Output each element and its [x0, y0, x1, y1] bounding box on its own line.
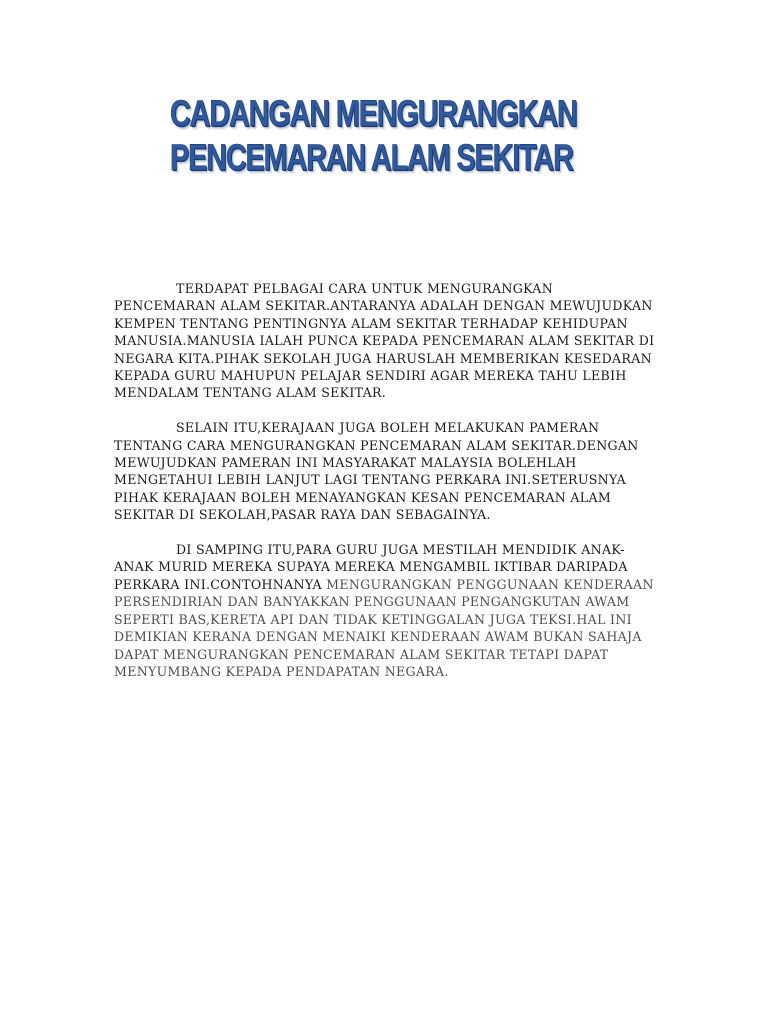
- document-body: [114, 280, 659, 698]
- paragraph-2: SELAIN ITU,KERAJAAN JUGA BOLEH MELAKUKAN PAMERAN TENTANG CARA MENGURANGKAN PENCEMARAN ALAM SEKITAR.DENGAN MEWUJUDKAN PAMERAN INI MASYARAKAT MALAYSIA BOLEHLAH MENGETAHUI LEBIH LANJUT LAGI TENTANG PERKARA INI.SETERUSNYA PIHAK KERAJAAN BOLEH MENAYANGKAN KESAN PENCEMARAN ALAM SEKITAR DI SEKOLAH,PASAR RAYA DAN SEBAGAINYA.: [114, 420, 639, 523]
- title-line-2: PENCEMARAN ALAM SEKITAR: [170, 137, 573, 178]
- paragraph-3-part-2: MENGURANGKAN PENGGUNAAN KENDERAAN PERSENDIRIAN DAN BANYAKKAN PENGGUNAAN PENGANGKUTAN AWAM SEPERTI BAS,KERETA API DAN TIDAK KETINGGALAN JUGA TEKSI.HAL INI DEMIKIAN KERANA DENGAN MENAIKI KENDERAAN AWAM BUKAN SAHAJA DAPAT MENGURANGKAN PENCEMARAN ALAM SEKITAR TETAPI DAPAT MENYUMBANG KEPADA PENDAPATAN NEGARA.: [114, 576, 654, 679]
- document-title: [170, 92, 590, 180]
- title-line-1: CADANGAN MENGURANGKAN: [170, 93, 577, 134]
- paragraph-3-part-1: DI SAMPING ITU,PARA GURU JUGA MESTILAH MENDIDIK ANAK-ANAK MURID MEREKA SUPAYA MEREKA MENGAMBIL IKTIBAR DARIPADA PERKARA INI.CONTOHNANYA: [114, 542, 628, 592]
- paragraph-1: TERDAPAT PELBAGAI CARA UNTUK MENGURANGKAN PENCEMARAN ALAM SEKITAR.ANTARANYA ADALAH DENGAN MEWUJUDKAN KEMPEN TENTANG PENTINGNYA ALAM SEKITAR TERHADAP KEHIDUPAN MANUSIA.MANUSIA IALAH PUNCA KEPADA PENCEMARAN ALAM SEKITAR DI NEGARA KITA.PIHAK SEKOLAH JUGA HARUSLAH MEMBERIKAN KESEDARAN KEPADA GURU MAHUPUN PELAJAR SENDIRI AGAR MEREKA TAHU LEBIH MENDALAM TENTANG ALAM SEKITAR.: [114, 281, 655, 401]
- paragraph-3: [114, 541, 659, 680]
